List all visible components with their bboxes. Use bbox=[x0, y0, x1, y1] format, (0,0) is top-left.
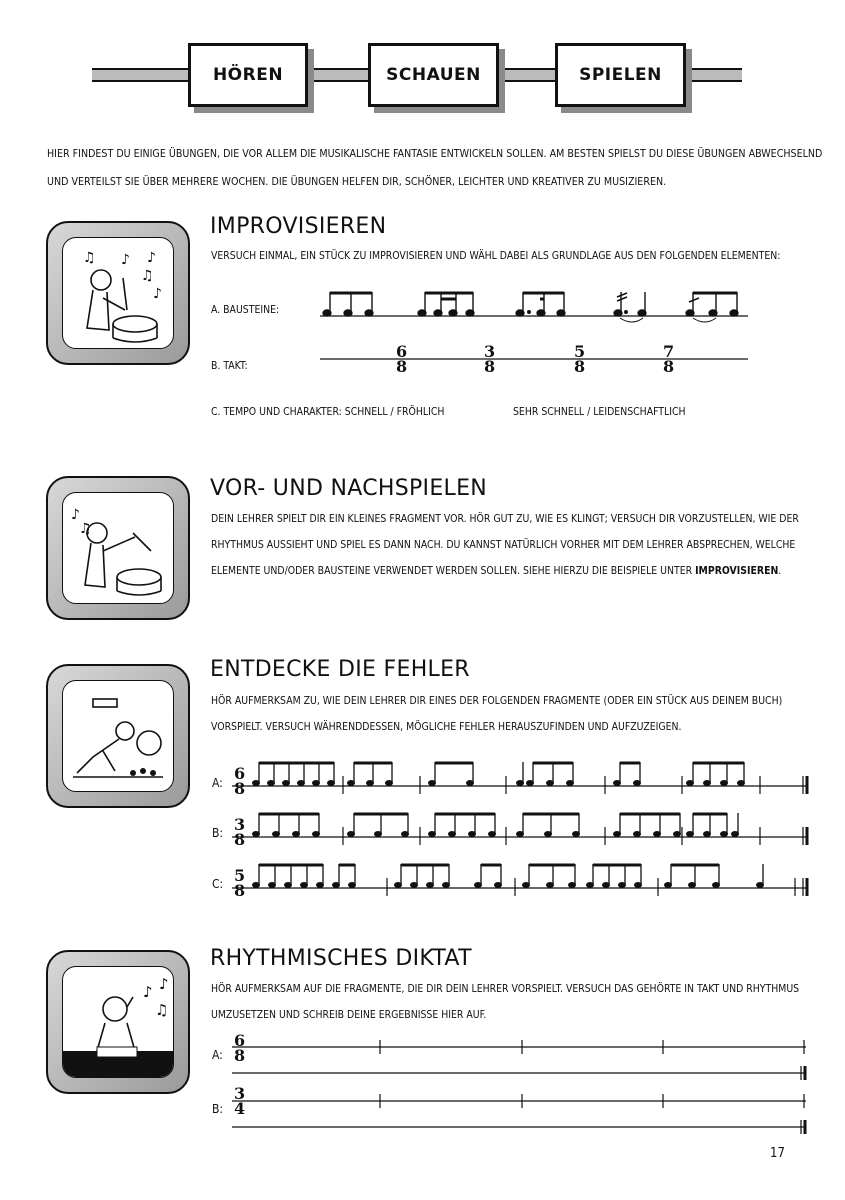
svg-text:♪: ♪ bbox=[121, 252, 130, 268]
ts-numerator: 7 bbox=[663, 342, 675, 361]
ts-denominator: 8 bbox=[234, 1046, 246, 1065]
section-text-vorspielen-body: DEIN LEHRER SPIELT DIR EIN KLEINES FRAGMENT VOR. HÖR GUT ZU, WIE ES KLINGT; VERSUCH DIR VORZUSTELLEN, WIE DER RHYTHMUS AUSSIEHT UND SPIEL ES DANN NACH. DU KANNST NATÜRLICH VORHER MIT DEM LEHRER ABSPRECHEN, WELCHE ELEMENTE UND/ODER BAUSTEINE VERWENDET WERDEN SOLLEN. SIEHE HIERZU DIE BEISPIELE UNTER bbox=[211, 513, 799, 577]
ts-denominator: 8 bbox=[484, 357, 496, 376]
ts-denominator: 8 bbox=[574, 357, 586, 376]
svg-text:♫: ♫ bbox=[141, 268, 154, 284]
ts-denominator: 8 bbox=[663, 357, 675, 376]
page-number: 17 bbox=[770, 1146, 785, 1161]
label-takt: B. TAKT: bbox=[211, 360, 248, 372]
svg-text:♪: ♪ bbox=[147, 250, 156, 266]
header-box-label: SCHAUEN bbox=[386, 65, 481, 85]
section-text-fehler: HÖR AUFMERKSAM ZU, WIE DEIN LEHRER DIR EINES DER FOLGENDEN FRAGMENTE (ODER EIN STÜCK AUS DEINEM BUCH) VORSPIELT. VERSUCH WÄHRENDDESSEN, MÖGLICHE FEHLER HERAUSZUFINDEN UND AUFZUZEIGEN. bbox=[211, 695, 783, 733]
svg-text:♪: ♪ bbox=[71, 507, 80, 523]
header-box-label: SPIELEN bbox=[579, 65, 662, 85]
label-bausteine: A. BAUSTEINE: bbox=[211, 304, 280, 316]
row-label-fehler-a: A: bbox=[212, 776, 223, 790]
row-label-diktat-b: B: bbox=[212, 1102, 224, 1116]
svg-text:♫: ♫ bbox=[83, 250, 96, 266]
ts-numerator: 3 bbox=[234, 1084, 246, 1103]
ts-denominator: 8 bbox=[234, 779, 246, 798]
ts-denominator: 4 bbox=[234, 1099, 246, 1118]
row-label-fehler-c: C: bbox=[212, 877, 224, 891]
ts-numerator: 5 bbox=[574, 342, 586, 361]
svg-text:♪: ♪ bbox=[159, 975, 169, 993]
ts-denominator: 8 bbox=[234, 830, 246, 849]
section-title-diktat: RHYTHMISCHES DIKTAT bbox=[210, 946, 472, 971]
ts-numerator: 3 bbox=[234, 815, 246, 834]
intro-text: HIER FINDEST DU EINIGE ÜBUNGEN, DIE VOR ALLEM DIE MUSIKALISCHE FANTASIE ENTWICKELN SOLLEN. AM BESTEN SPIELST DU DIESE ÜBUNGEN ABWECHSELND UND VERTEILST SIE ÜBER MEHRERE WOCHEN. DIE ÜBUNGEN HELFEN DIR, SCHÖNER, LEICHTER UND KREATIVER ZU MUSIZIEREN. bbox=[47, 148, 823, 188]
ts-numerator: 6 bbox=[234, 764, 246, 783]
svg-text:♪: ♪ bbox=[143, 983, 153, 1001]
section-title-fehler: ENTDECKE DIE FEHLER bbox=[210, 657, 470, 682]
ts-numerator: 6 bbox=[396, 342, 408, 361]
ts-numerator: 3 bbox=[484, 342, 496, 361]
ts-denominator: 8 bbox=[234, 881, 246, 900]
row-label-diktat-a: A: bbox=[212, 1048, 223, 1062]
section-text-diktat: HÖR AUFMERKSAM AUF DIE FRAGMENTE, DIE DIR DEIN LEHRER VORSPIELT. VERSUCH DAS GEHÖRTE IN TAKT UND RHYTHMUS UMZUSETZEN UND SCHREIB DEINE ERGEBNISSE HIER AUF. bbox=[211, 983, 800, 1021]
svg-text:♪: ♪ bbox=[153, 286, 162, 302]
ts-numerator: 5 bbox=[234, 866, 246, 885]
row-label-fehler-b: B: bbox=[212, 826, 224, 840]
section-text-vorspielen-bold: IMPROVISIEREN bbox=[695, 565, 779, 577]
header-box-label: HÖREN bbox=[212, 65, 284, 85]
label-tempo-charakter: C. TEMPO UND CHARAKTER: SCHNELL / FRÖHLICH bbox=[211, 406, 445, 418]
svg-text:♫: ♫ bbox=[155, 1001, 169, 1019]
svg-text:♫: ♫ bbox=[79, 521, 92, 537]
section-title-improvisieren: IMPROVISIEREN bbox=[210, 214, 387, 239]
label-tempo-charakter-2: SEHR SCHNELL / LEIDENSCHAFTLICH bbox=[513, 406, 686, 418]
ts-numerator: 6 bbox=[234, 1031, 246, 1050]
ts-denominator: 8 bbox=[396, 357, 408, 376]
section-text-vorspielen-end: . bbox=[778, 565, 782, 577]
section-title-vorspielen: VOR- UND NACHSPIELEN bbox=[210, 476, 488, 501]
section-text-improvisieren: VERSUCH EINMAL, EIN STÜCK ZU IMPROVISIEREN UND WÄHL DABEI ALS GRUNDLAGE AUS DEN FOLGENDEN ELEMENTEN: bbox=[211, 250, 781, 262]
